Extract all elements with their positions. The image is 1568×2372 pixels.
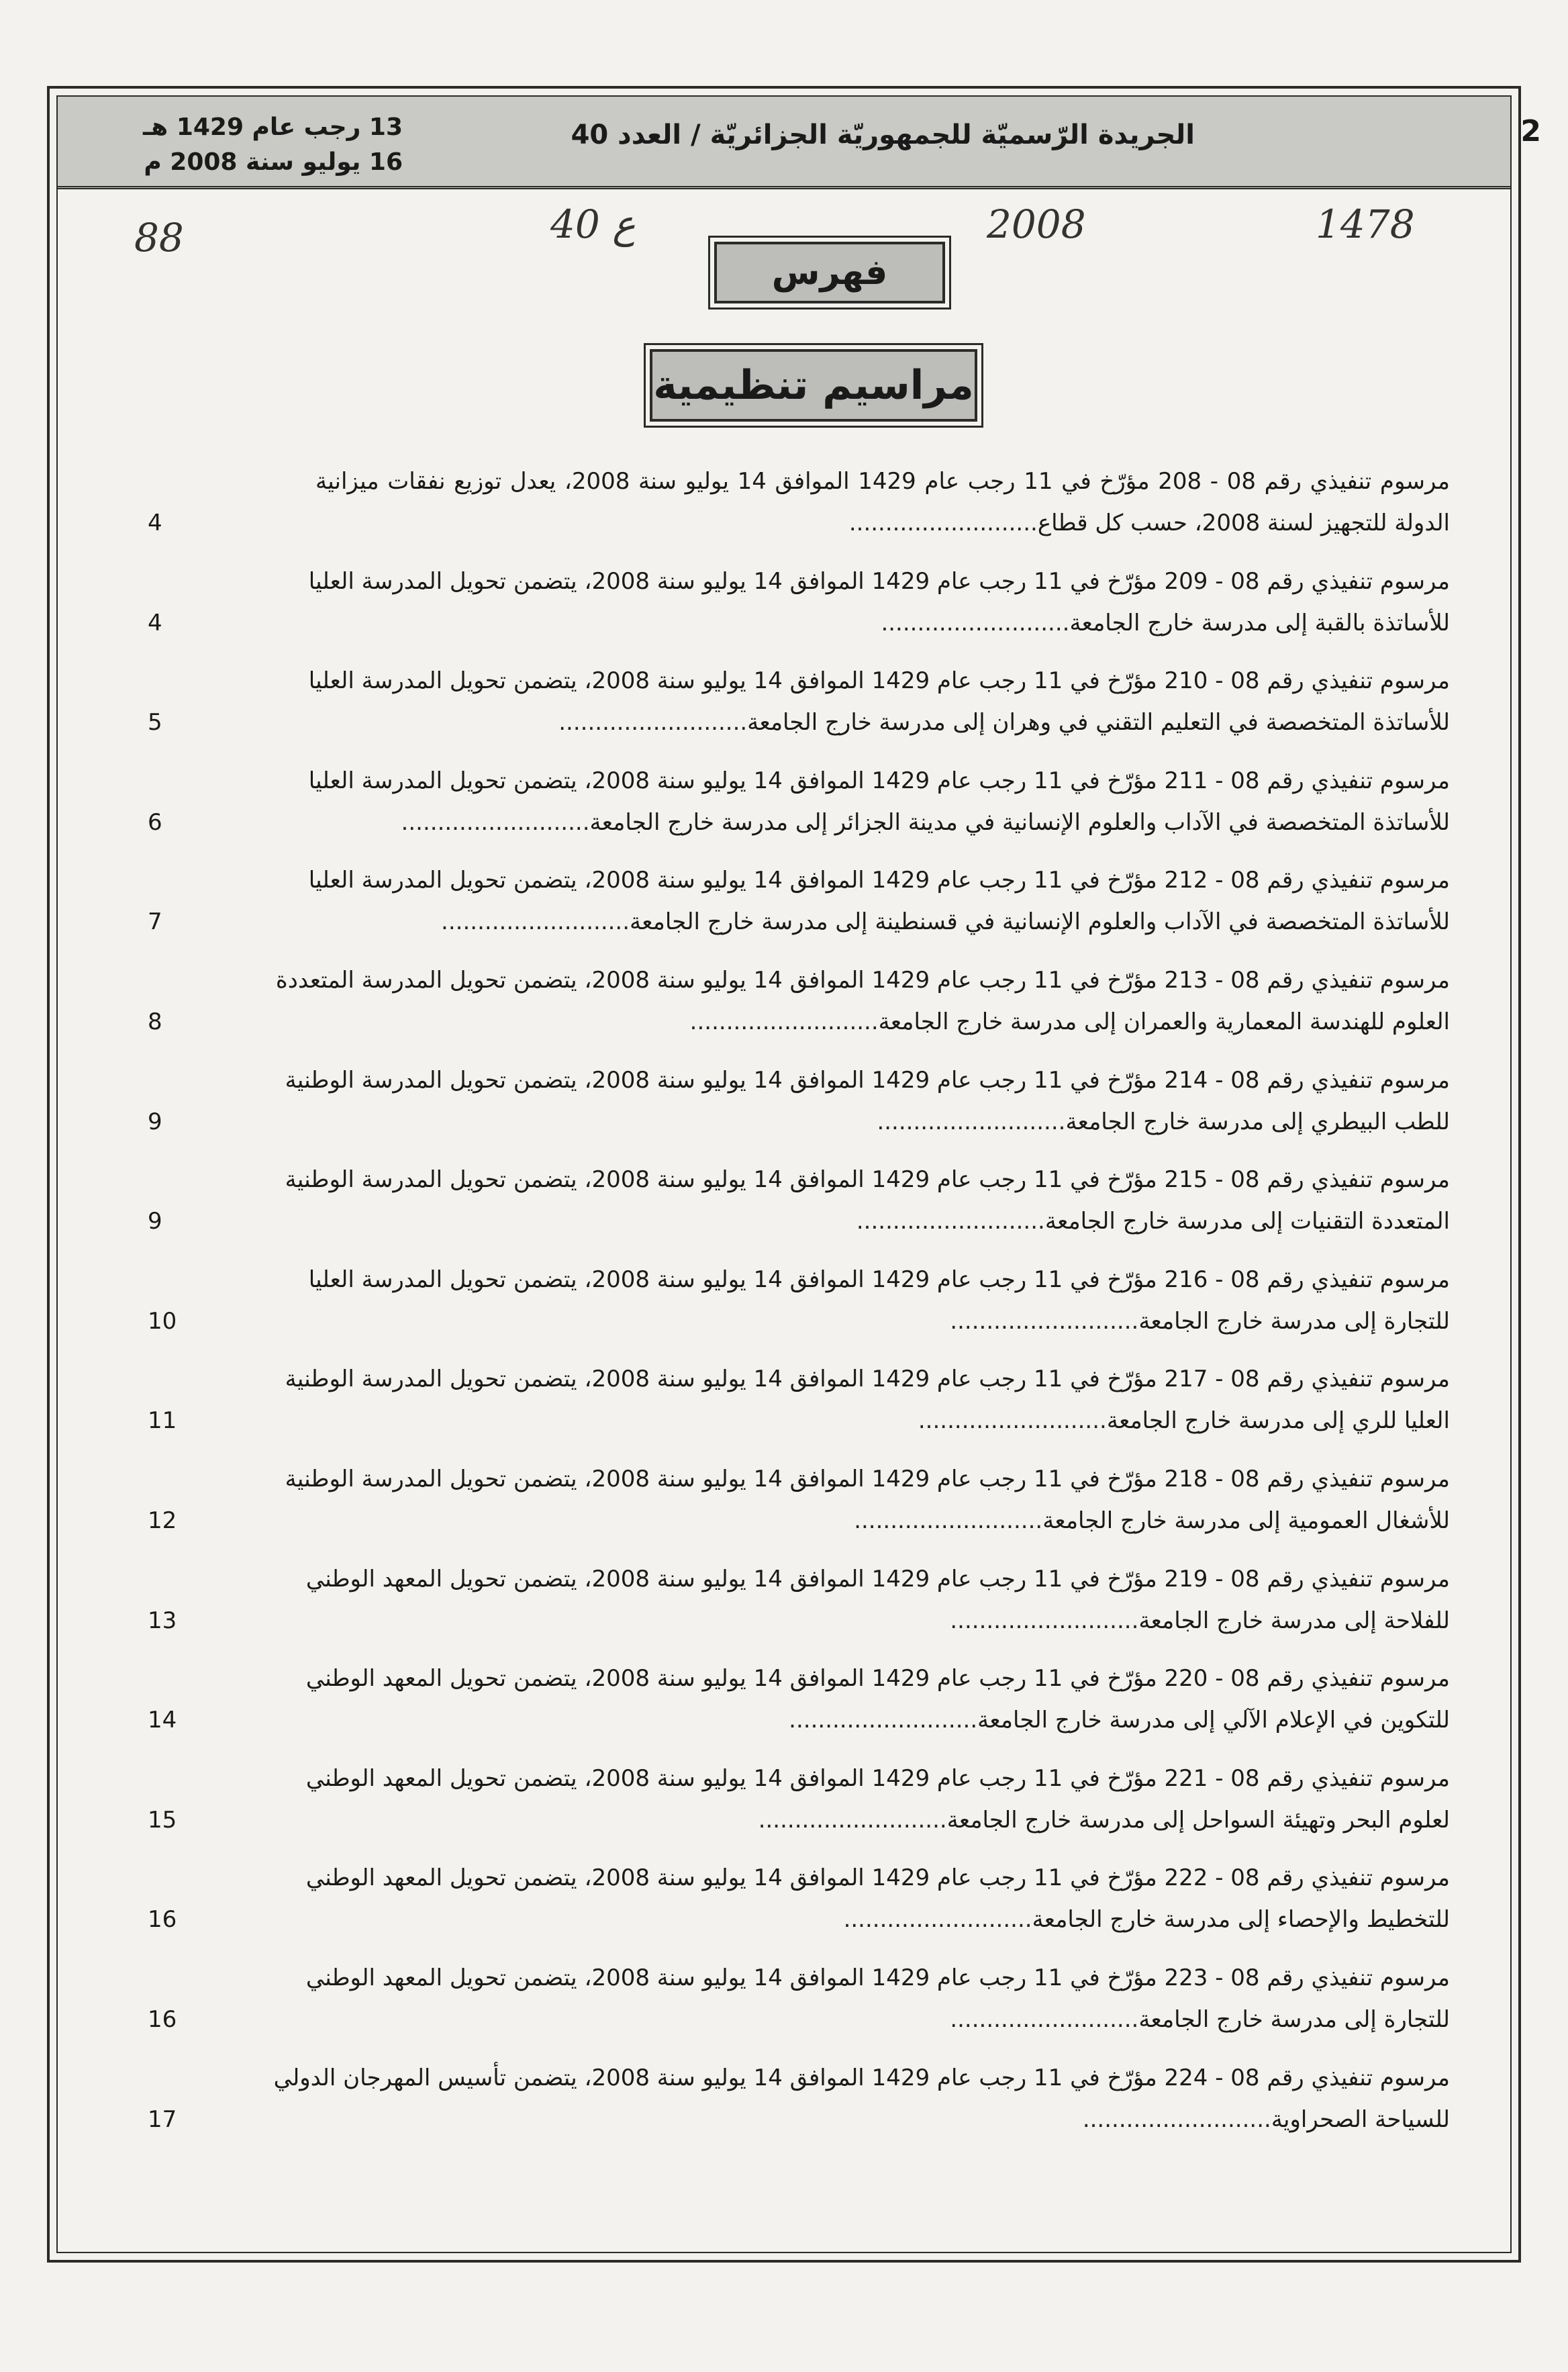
entry-title-line-1: مرسوم تنفيذي رقم 08 - 224 مؤرّخ في 11 رجب عام 1429 الموافق 14 يوليو سنة 2008، يتضمن تأسيس المهرجان الدولي — [273, 2064, 1450, 2091]
entry-title-line-2 — [315, 1104, 1450, 1140]
entry-title-line-2 — [315, 2101, 1450, 2138]
dot-leader: .......................... — [843, 1906, 1032, 1934]
entry-title-line-2 — [315, 2001, 1450, 2038]
entry-title-line-2 — [315, 1203, 1450, 1239]
entry-title-continuation: للفلاحة إلى مدرسة خارج الجامعة — [1138, 1607, 1450, 1634]
entry-page-number: 16 — [148, 1906, 177, 1934]
entry-page-number: 17 — [148, 2105, 177, 2133]
gregorian-date: 16 يوليو سنة 2008 م — [144, 148, 403, 176]
entry-title-line-2 — [315, 1603, 1450, 1639]
entry-title-line-2 — [315, 1403, 1450, 1439]
entry-title-line-1: مرسوم تنفيذي رقم 08 - 221 مؤرّخ في 11 رجب عام 1429 الموافق 14 يوليو سنة 2008، يتضمن تحويل المعهد الوطني — [305, 1764, 1450, 1792]
entry-title-line-2 — [315, 505, 1450, 541]
entry-page-number: 9 — [148, 1108, 162, 1135]
entry-title-continuation: للطب البيطري إلى مدرسة خارج الجامعة — [1065, 1108, 1450, 1135]
entry-title-line-1: مرسوم تنفيذي رقم 08 - 218 مؤرّخ في 11 رجب عام 1429 الموافق 14 يوليو سنة 2008، يتضمن تحويل المدرسة الوطنية — [285, 1465, 1450, 1492]
entry-title-line-1: مرسوم تنفيذي رقم 08 - 212 مؤرّخ في 11 رجب عام 1429 الموافق 14 يوليو سنة 2008، يتضمن تحويل المدرسة العليا — [308, 867, 1450, 894]
entry-title-continuation: الدولة للتجهيز لسنة 2008، حسب كل قطاع — [1037, 510, 1450, 536]
toc-entry[interactable] — [148, 1760, 1450, 1860]
entry-title-line-1: مرسوم تنفيذي رقم 08 - 217 مؤرّخ في 11 رجب عام 1429 الموافق 14 يوليو سنة 2008، يتضمن تحويل المدرسة الوطنية — [285, 1366, 1450, 1393]
entry-page-number: 4 — [148, 609, 162, 636]
entry-title-line-1: مرسوم تنفيذي رقم 08 - 213 مؤرّخ في 11 رجب عام 1429 الموافق 14 يوليو سنة 2008، يتضمن تحويل المدرسة المتعددة — [275, 966, 1450, 994]
entry-title-continuation: لعلوم البحر وتهيئة السواحل إلى مدرسة خارج الجامعة — [946, 1806, 1450, 1834]
entry-page-number: 9 — [148, 1208, 162, 1235]
toc-entry[interactable] — [148, 463, 1450, 563]
hijri-date: 13 رجب عام 1429 هـ — [143, 113, 403, 141]
dot-leader: .......................... — [789, 1707, 978, 1734]
dot-leader: .......................... — [558, 709, 748, 737]
handwritten-note-4: 88 — [134, 215, 184, 260]
entry-title-line-2 — [315, 1901, 1450, 1938]
entry-title-line-2 — [315, 1503, 1450, 1539]
entry-title-line-2 — [315, 704, 1450, 741]
entry-title-continuation: للتجارة إلى مدرسة خارج الجامعة — [1138, 1307, 1450, 1335]
entry-title-continuation: العليا للري إلى مدرسة خارج الجامعة — [1106, 1407, 1450, 1435]
entry-title-continuation: للسياحة الصحراوية — [1271, 2105, 1450, 2133]
toc-entry[interactable] — [148, 1960, 1450, 2060]
handwritten-note-2: 2008 — [987, 201, 1086, 247]
dot-leader: .......................... — [689, 1008, 879, 1035]
dot-leader: .......................... — [1082, 2105, 1271, 2133]
entry-page-number: 11 — [148, 1407, 177, 1435]
dot-leader: .......................... — [877, 1108, 1066, 1135]
section-title: مراسيم تنظيمية — [650, 349, 977, 422]
entry-title-line-2 — [315, 804, 1450, 841]
entry-title-line-1: مرسوم تنفيذي رقم 08 - 211 مؤرّخ في 11 رجب عام 1429 الموافق 14 يوليو سنة 2008، يتضمن تحويل المدرسة العليا — [308, 767, 1450, 794]
dot-leader: .......................... — [441, 908, 630, 936]
entry-title-line-1: مرسوم تنفيذي رقم 08 - 214 مؤرّخ في 11 رجب عام 1429 الموافق 14 يوليو سنة 2008، يتضمن تحويل المدرسة الوطنية — [285, 1066, 1450, 1094]
journal-title: الجريدة الرّسميّة للجمهوريّة الجزائريّة / العدد 40 — [571, 120, 1195, 150]
entry-title-continuation: للأساتذة بالقبة إلى مدرسة خارج الجامعة — [1069, 609, 1450, 636]
entry-page-number: 16 — [148, 2005, 177, 2033]
entry-title-line-1: مرسوم تنفيذي رقم 08 - 208 مؤرّخ في 11 رجب عام 1429 الموافق 14 يوليو سنة 2008، يعدل توزيع نفقات ميزانية — [315, 468, 1450, 495]
entry-page-number: 10 — [148, 1307, 177, 1335]
dot-leader: .......................... — [950, 1607, 1139, 1634]
entry-title-line-1: مرسوم تنفيذي رقم 08 - 222 مؤرّخ في 11 رجب عام 1429 الموافق 14 يوليو سنة 2008، يتضمن تحويل المعهد الوطني — [305, 1864, 1450, 1892]
entry-page-number: 4 — [148, 510, 162, 536]
toc-entry[interactable] — [148, 1561, 1450, 1661]
toc-entry[interactable] — [148, 763, 1450, 863]
dot-leader: .......................... — [854, 1507, 1043, 1534]
entry-title-continuation: للتجارة إلى مدرسة خارج الجامعة — [1138, 2005, 1450, 2033]
handwritten-note-1: 1478 — [1316, 201, 1415, 247]
toc-entry[interactable] — [148, 1062, 1450, 1162]
toc-entry[interactable] — [148, 862, 1450, 962]
dot-leader: .......................... — [881, 609, 1070, 636]
entry-title-line-2 — [315, 1702, 1450, 1738]
dot-leader: .......................... — [918, 1407, 1107, 1435]
entry-title-line-2 — [315, 605, 1450, 641]
dot-leader: .......................... — [848, 510, 1038, 536]
entry-title-continuation: المتعددة التقنيات إلى مدرسة خارج الجامعة — [1044, 1208, 1450, 1235]
entry-title-continuation: للأساتذة المتخصصة في الآداب والعلوم الإنسانية في قسنطينة إلى مدرسة خارج الجامعة — [630, 908, 1450, 936]
entry-page-number: 5 — [148, 709, 162, 737]
entry-title-line-2 — [315, 1303, 1450, 1339]
entry-title-line-2 — [315, 1802, 1450, 1838]
entry-title-continuation: للأساتذة المتخصصة في التعليم التقني في وهران إلى مدرسة خارج الجامعة — [747, 709, 1450, 737]
toc-entry[interactable] — [148, 1660, 1450, 1760]
issue-date — [121, 110, 403, 180]
entry-title-line-1: مرسوم تنفيذي رقم 08 - 216 مؤرّخ في 11 رجب عام 1429 الموافق 14 يوليو سنة 2008، يتضمن تحويل المدرسة العليا — [308, 1266, 1450, 1293]
toc-title: فهرس — [714, 242, 945, 303]
toc-entry[interactable] — [148, 1860, 1450, 1960]
entry-title-continuation: للتكوين في الإعلام الآلي إلى مدرسة خارج الجامعة — [977, 1707, 1450, 1734]
entry-page-number: 13 — [148, 1607, 177, 1634]
entry-title-continuation: العلوم للهندسة المعمارية والعمران إلى مدرسة خارج الجامعة — [878, 1008, 1450, 1035]
entry-page-number: 12 — [148, 1507, 177, 1534]
entry-page-number: 7 — [148, 908, 162, 936]
entry-title-continuation: للأساتذة المتخصصة في الآداب والعلوم الإنسانية في مدينة الجزائر إلى مدرسة خارج الجامعة — [589, 808, 1450, 836]
entry-title-line-1: مرسوم تنفيذي رقم 08 - 215 مؤرّخ في 11 رجب عام 1429 الموافق 14 يوليو سنة 2008، يتضمن تحويل المدرسة الوطنية — [285, 1166, 1450, 1194]
toc-entry[interactable] — [148, 1361, 1450, 1461]
dot-leader: .......................... — [758, 1806, 947, 1834]
entry-title-line-2 — [315, 1004, 1450, 1040]
entry-page-number: 15 — [148, 1806, 177, 1834]
toc-entry[interactable] — [148, 663, 1450, 763]
entry-title-line-1: مرسوم تنفيذي رقم 08 - 209 مؤرّخ في 11 رجب عام 1429 الموافق 14 يوليو سنة 2008، يتضمن تحويل المدرسة العليا — [308, 567, 1450, 595]
entry-title-continuation: للأشغال العمومية إلى مدرسة خارج الجامعة — [1042, 1507, 1450, 1534]
entry-title-line-1: مرسوم تنفيذي رقم 08 - 210 مؤرّخ في 11 رجب عام 1429 الموافق 14 يوليو سنة 2008، يتضمن تحويل المدرسة العليا — [308, 667, 1450, 695]
toc-entry[interactable] — [148, 2060, 1450, 2160]
toc-entry[interactable] — [148, 563, 1450, 663]
dot-leader: .......................... — [401, 808, 590, 836]
handwritten-note-3: ع 40 — [550, 201, 636, 247]
entry-title-line-2 — [315, 904, 1450, 940]
toc-entry[interactable] — [148, 1161, 1450, 1262]
toc-entry[interactable] — [148, 1262, 1450, 1362]
toc-list — [148, 463, 1450, 2159]
page-number: 2 — [1520, 114, 1541, 148]
dot-leader: .......................... — [950, 1307, 1139, 1335]
entry-page-number: 8 — [148, 1008, 162, 1035]
entry-page-number: 14 — [148, 1707, 177, 1734]
entry-title-line-1: مرسوم تنفيذي رقم 08 - 220 مؤرّخ في 11 رجب عام 1429 الموافق 14 يوليو سنة 2008، يتضمن تحويل المعهد الوطني — [305, 1665, 1450, 1693]
entry-title-line-1: مرسوم تنفيذي رقم 08 - 219 مؤرّخ في 11 رجب عام 1429 الموافق 14 يوليو سنة 2008، يتضمن تحويل المعهد الوطني — [305, 1565, 1450, 1593]
entry-title-continuation: للتخطيط والإحصاء إلى مدرسة خارج الجامعة — [1032, 1906, 1450, 1934]
toc-entry[interactable] — [148, 1461, 1450, 1561]
toc-entry[interactable] — [148, 962, 1450, 1062]
entry-title-line-1: مرسوم تنفيذي رقم 08 - 223 مؤرّخ في 11 رجب عام 1429 الموافق 14 يوليو سنة 2008، يتضمن تحويل المعهد الوطني — [305, 1964, 1450, 1991]
dot-leader: .......................... — [856, 1208, 1045, 1235]
dot-leader: .......................... — [950, 2005, 1139, 2033]
entry-page-number: 6 — [148, 808, 162, 836]
